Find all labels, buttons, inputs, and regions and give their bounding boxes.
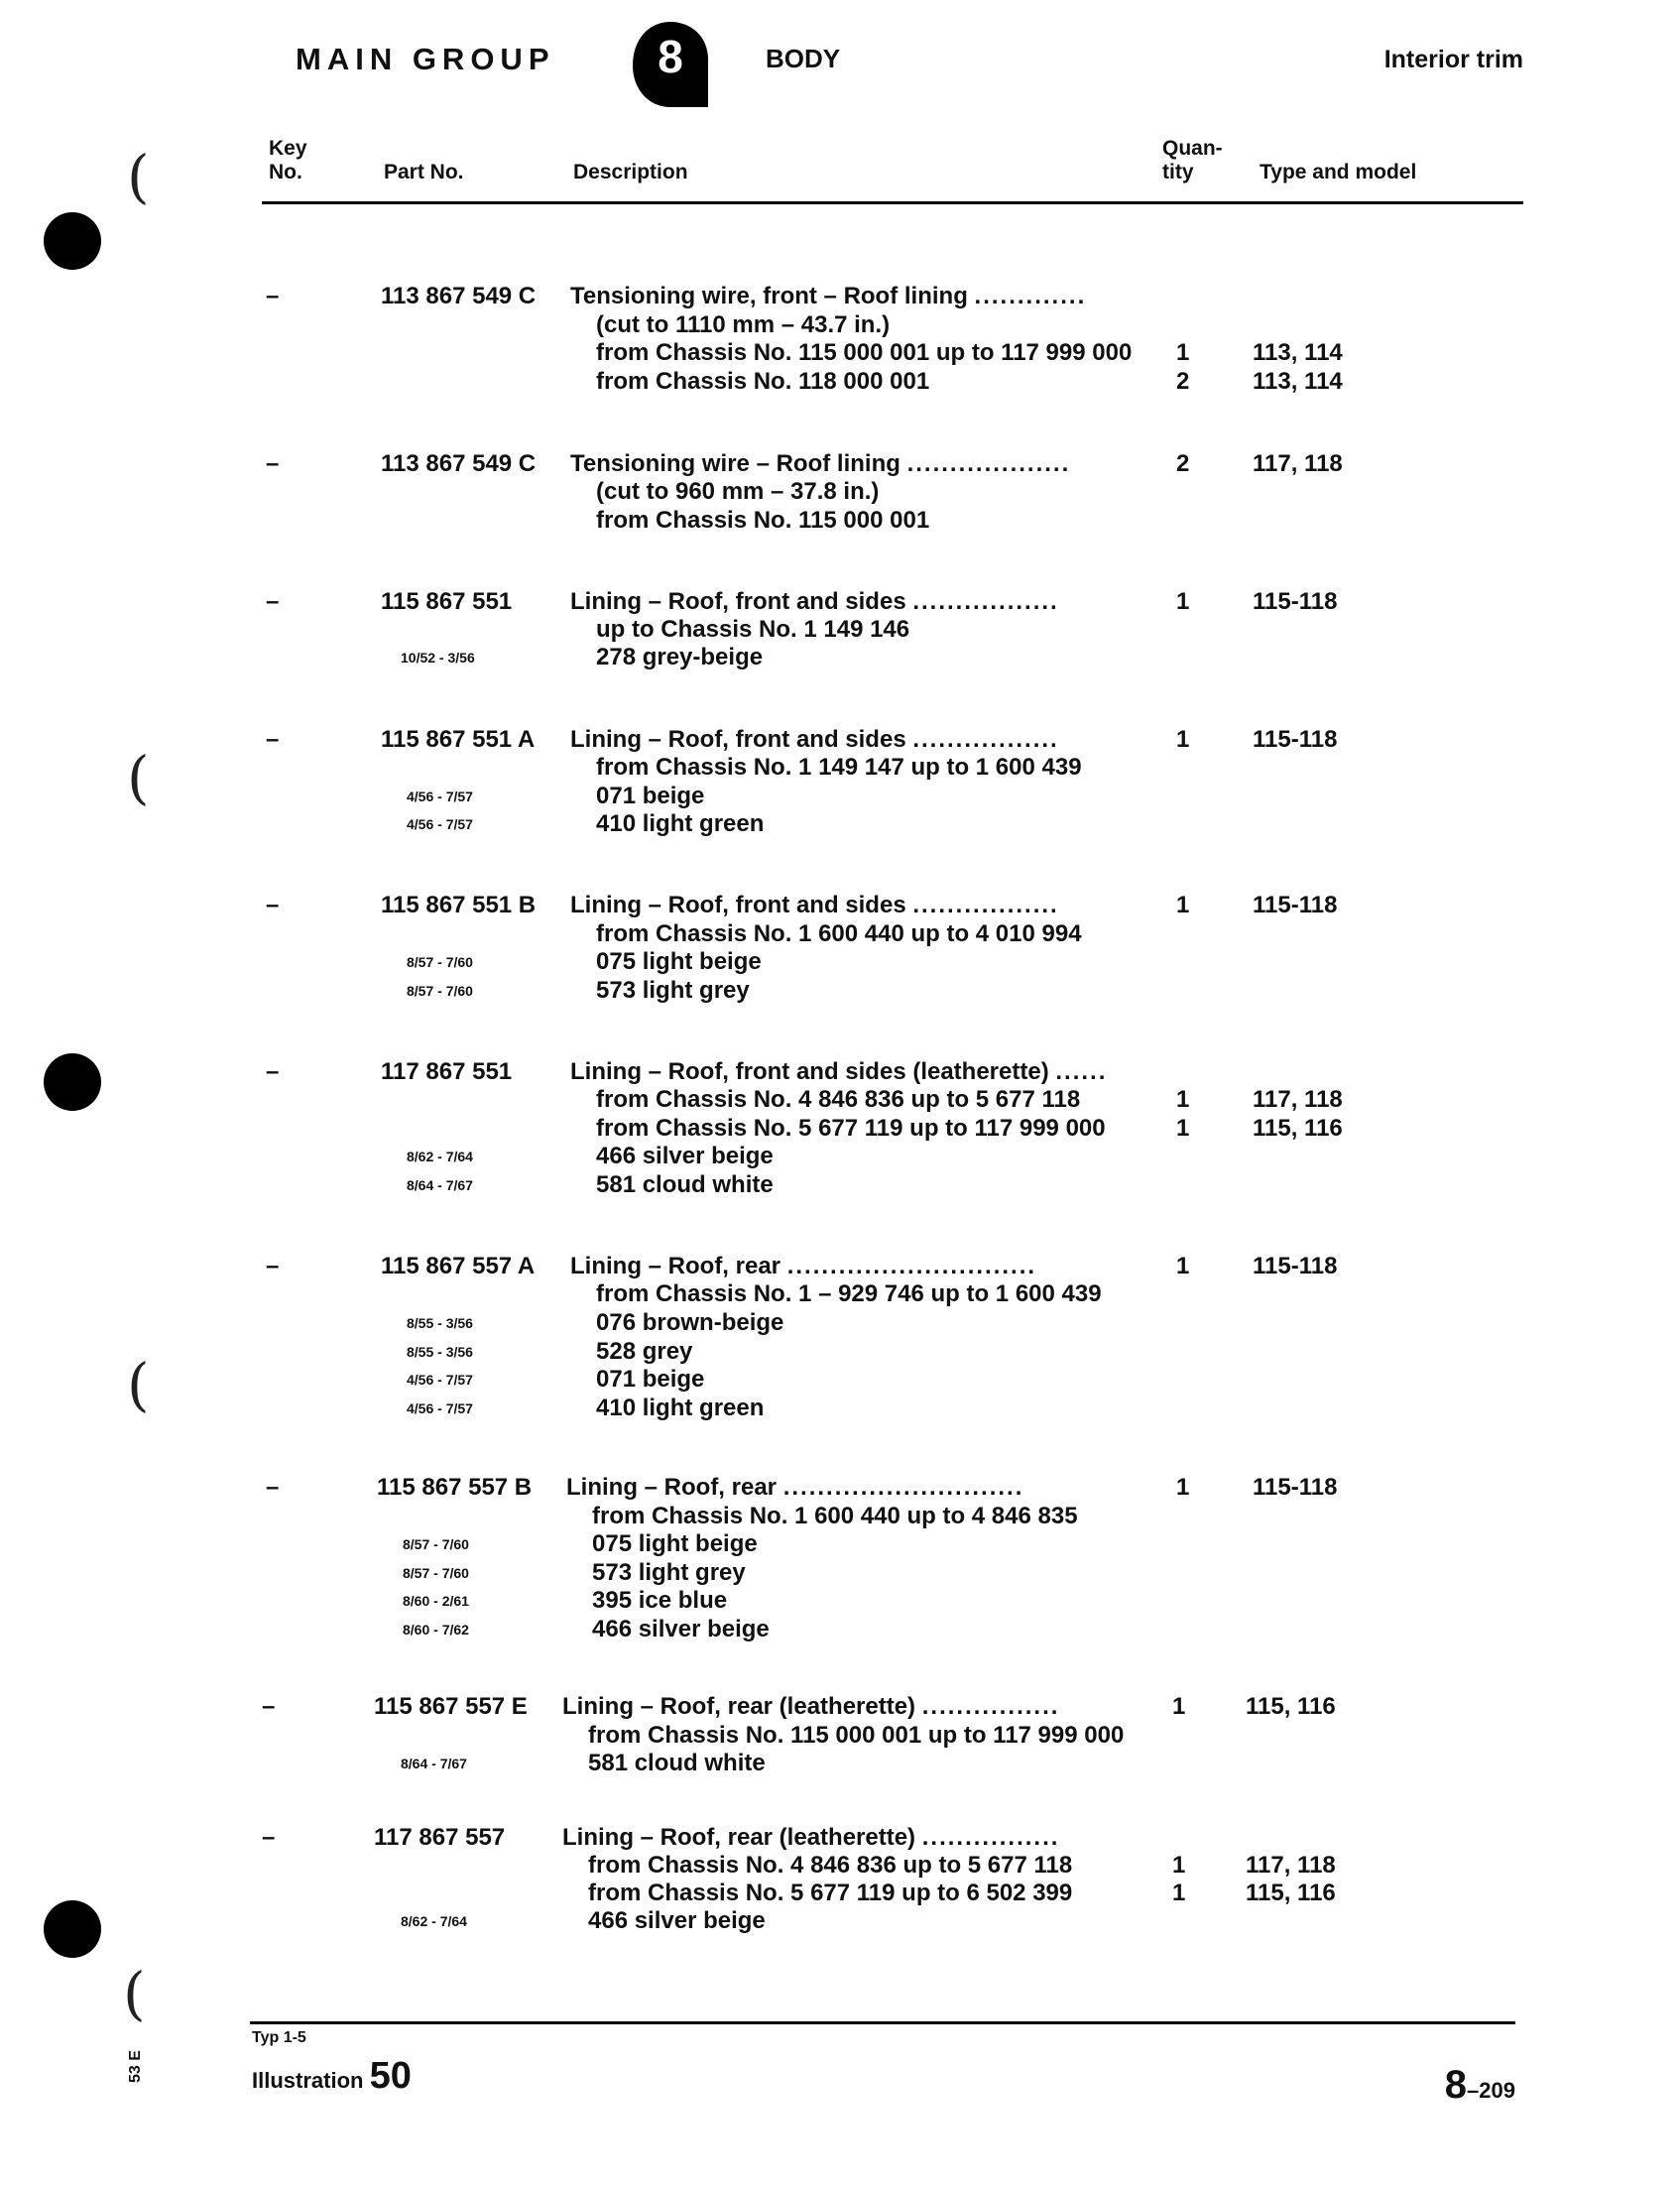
description-sub: (cut to 1110 mm – 43.7 in.) (596, 311, 891, 338)
quantity: 1 (1176, 892, 1190, 918)
quantity: 1 (1172, 1880, 1186, 1906)
date-range: 8/55 - 3/56 (407, 1344, 473, 1360)
date-range: 8/57 - 7/60 (407, 983, 473, 999)
type-model: 117, 118 (1246, 1852, 1336, 1879)
table-row (0, 1558, 1680, 1588)
page-sub: –209 (1467, 2078, 1515, 2103)
quantity: 1 (1176, 339, 1190, 366)
ring-mark: ( (127, 744, 150, 811)
group-number: 8 (658, 31, 683, 82)
table-row (0, 367, 1680, 397)
table-row (0, 477, 1680, 507)
type-model: 115-118 (1253, 892, 1338, 918)
col-qty-line2: tity (1162, 161, 1194, 183)
table-row (0, 891, 1680, 920)
body-label: BODY (766, 44, 841, 73)
description: Lining – Roof, rear (leatherette) ................ (562, 1824, 1060, 1851)
type-model: 117, 118 (1253, 1086, 1343, 1113)
table-row (0, 809, 1680, 839)
table-row (0, 1114, 1680, 1144)
table-row (0, 1586, 1680, 1616)
table-row (0, 753, 1680, 783)
ring-mark: ( (123, 1960, 146, 2027)
type-model: 117, 118 (1253, 450, 1343, 477)
col-type-model: Type and model (1260, 161, 1417, 183)
main-group-title: MAIN GROUP (296, 42, 555, 76)
part-number: 115 867 557 B (377, 1474, 533, 1501)
key-dash: – (266, 726, 280, 753)
key-dash: – (262, 1693, 276, 1720)
quantity: 1 (1176, 1115, 1190, 1142)
table-row (0, 1879, 1680, 1908)
date-range: 4/56 - 7/57 (407, 1372, 473, 1388)
part-number: 115 867 557 A (381, 1253, 536, 1279)
col-key-line1: Key (269, 137, 307, 160)
table-row (0, 725, 1680, 755)
quantity: 1 (1172, 1693, 1186, 1720)
illustration-ref (252, 2055, 412, 2098)
type-model: 115-118 (1253, 726, 1338, 753)
table-row (0, 310, 1680, 340)
description: Lining – Roof, front and sides ................. (570, 588, 1059, 615)
description-sub: from Chassis No. 118 000 001 (596, 368, 930, 395)
type-model: 115, 116 (1253, 1115, 1343, 1142)
description-sub: from Chassis No. 4 846 836 up to 5 677 118 (588, 1852, 1073, 1879)
date-range: 8/64 - 7/67 (401, 1756, 467, 1771)
table-row (0, 976, 1680, 1006)
table-row (0, 919, 1680, 949)
date-range: 8/64 - 7/67 (407, 1177, 473, 1193)
date-range: 8/60 - 2/61 (403, 1593, 469, 1609)
quantity: 1 (1172, 1852, 1186, 1879)
col-quantity (1162, 137, 1223, 184)
description-sub: from Chassis No. 1 – 929 746 up to 1 600 439 (596, 1280, 1102, 1307)
type-model: 115-118 (1253, 1474, 1338, 1501)
description-sub: from Chassis No. 4 846 836 up to 5 677 118 (596, 1086, 1081, 1113)
key-dash: – (266, 283, 280, 309)
description: Tensioning wire, front – Roof lining ............. (570, 283, 1087, 309)
type-model: 115-118 (1253, 588, 1338, 615)
description-sub: (cut to 960 mm – 37.8 in.) (596, 478, 880, 505)
part-number: 117 867 551 (381, 1058, 513, 1085)
type-model: 113, 114 (1253, 339, 1343, 366)
table-row (0, 282, 1680, 311)
color-code: 075 light beige (592, 1530, 758, 1557)
color-code: 075 light beige (596, 948, 762, 975)
color-code: 395 ice blue (592, 1587, 728, 1614)
table-row (0, 1906, 1680, 1936)
table-row (0, 338, 1680, 368)
color-code: 466 silver beige (588, 1907, 766, 1934)
description: Lining – Roof, rear (leatherette) ................ (562, 1693, 1060, 1720)
group-number-badge (631, 20, 710, 111)
table-row (0, 1394, 1680, 1423)
color-code: 071 beige (596, 1366, 705, 1393)
description: Lining – Roof, front and sides ................. (570, 726, 1059, 753)
description-sub: from Chassis No. 115 000 001 (596, 507, 930, 534)
date-range: 8/60 - 7/62 (403, 1622, 469, 1638)
color-code: 573 light grey (592, 1559, 746, 1586)
date-range: 10/52 - 3/56 (401, 650, 475, 666)
color-code: 581 cloud white (588, 1750, 766, 1776)
quantity: 1 (1176, 1086, 1190, 1113)
color-code: 573 light grey (596, 977, 750, 1004)
quantity: 1 (1176, 1253, 1190, 1279)
table-row (0, 1365, 1680, 1395)
part-number: 115 867 551 A (381, 726, 536, 753)
date-range: 4/56 - 7/57 (407, 1400, 473, 1416)
description-sub: from Chassis No. 1 600 440 up to 4 846 835 (592, 1503, 1078, 1529)
table-row (0, 449, 1680, 479)
date-range: 4/56 - 7/57 (407, 816, 473, 832)
table-row (0, 1057, 1680, 1087)
table-row (0, 1749, 1680, 1778)
description: Lining – Roof, rear ............................ (566, 1474, 1024, 1501)
ring-mark: ( (127, 143, 150, 210)
type-note: Typ 1-5 (252, 2029, 306, 2046)
description: Tensioning wire – Roof lining ................... (570, 450, 1071, 477)
table-row (0, 615, 1680, 645)
table-row (0, 506, 1680, 536)
key-dash: – (266, 450, 280, 477)
date-range: 8/57 - 7/60 (403, 1536, 469, 1552)
color-code: 076 brown-beige (596, 1309, 784, 1336)
table-row (0, 1615, 1680, 1644)
description-sub: from Chassis No. 5 677 119 up to 6 502 399 (588, 1880, 1073, 1906)
col-description: Description (573, 161, 688, 183)
description: Lining – Roof, rear ............................. (570, 1253, 1037, 1279)
color-code: 410 light green (596, 810, 765, 837)
table-row (0, 1170, 1680, 1200)
part-number: 113 867 549 C (381, 450, 537, 477)
quantity: 2 (1176, 368, 1190, 395)
quantity: 1 (1176, 1474, 1190, 1501)
col-qty-line1: Quan- (1162, 137, 1223, 160)
type-model: 115, 116 (1246, 1693, 1336, 1720)
table-row (0, 1692, 1680, 1722)
quantity: 1 (1176, 726, 1190, 753)
date-range: 8/62 - 7/64 (401, 1913, 467, 1929)
color-code: 278 grey-beige (596, 644, 764, 670)
key-dash: – (262, 1824, 276, 1851)
description-sub: from Chassis No. 115 000 001 up to 117 999 000 (596, 339, 1133, 366)
type-model: 115, 116 (1246, 1880, 1336, 1906)
table-row (0, 1851, 1680, 1881)
table-row (0, 1473, 1680, 1503)
part-number: 117 867 557 (374, 1824, 506, 1851)
section-title: Interior trim (1383, 46, 1523, 73)
table-row (0, 587, 1680, 617)
description-sub: up to Chassis No. 1 149 146 (596, 616, 910, 643)
col-key-no (269, 137, 307, 184)
table-row (0, 1721, 1680, 1751)
table-row (0, 1529, 1680, 1559)
key-dash: – (266, 1058, 280, 1085)
key-dash: – (266, 892, 280, 918)
col-key-line2: No. (269, 161, 302, 183)
description: Lining – Roof, front and sides ................. (570, 892, 1059, 918)
key-dash: – (266, 1253, 280, 1279)
quantity: 1 (1176, 588, 1190, 615)
color-code: 410 light green (596, 1395, 765, 1421)
table-row (0, 1279, 1680, 1309)
description-sub: from Chassis No. 115 000 001 up to 117 999 000 (588, 1722, 1125, 1749)
color-code: 466 silver beige (592, 1616, 770, 1642)
table-row (0, 1502, 1680, 1531)
col-part-no: Part No. (384, 161, 464, 183)
type-model: 115-118 (1253, 1253, 1338, 1279)
date-range: 4/56 - 7/57 (407, 789, 473, 804)
date-range: 8/57 - 7/60 (403, 1565, 469, 1581)
description-sub: from Chassis No. 1 149 147 up to 1 600 439 (596, 754, 1082, 781)
part-number: 115 867 557 E (374, 1693, 528, 1720)
key-dash: – (266, 588, 280, 615)
illustration-label: Illustration (252, 2068, 364, 2093)
part-number: 113 867 549 C (381, 283, 537, 309)
illustration-number: 50 (369, 2055, 412, 2097)
description: Lining – Roof, front and sides (leatherette) ...... (570, 1058, 1108, 1085)
binder-hole (44, 212, 101, 270)
page-number (1428, 2063, 1515, 2108)
table-row (0, 1823, 1680, 1853)
date-range: 8/57 - 7/60 (407, 954, 473, 970)
quantity: 2 (1176, 450, 1190, 477)
side-code: 53 E (127, 2050, 144, 2083)
color-code: 071 beige (596, 783, 705, 809)
description-sub: from Chassis No. 1 600 440 up to 4 010 994 (596, 920, 1082, 947)
ring-mark: ( (127, 1351, 150, 1418)
description-sub: from Chassis No. 5 677 119 up to 117 999 000 (596, 1115, 1106, 1142)
table-row (0, 782, 1680, 811)
table-row (0, 1252, 1680, 1281)
date-range: 8/62 - 7/64 (407, 1149, 473, 1164)
type-model: 113, 114 (1253, 368, 1343, 395)
date-range: 8/55 - 3/56 (407, 1315, 473, 1331)
table-row (0, 1337, 1680, 1367)
part-number: 115 867 551 B (381, 892, 537, 918)
part-number: 115 867 551 (381, 588, 513, 615)
footer-rule (250, 2021, 1515, 2024)
table-row (0, 1085, 1680, 1115)
page-main: 8 (1444, 2063, 1468, 2107)
table-row (0, 1308, 1680, 1338)
table-row (0, 643, 1680, 672)
table-row (0, 947, 1680, 977)
color-code: 466 silver beige (596, 1143, 774, 1169)
color-code: 581 cloud white (596, 1171, 774, 1198)
key-dash: – (266, 1474, 280, 1501)
table-row (0, 1142, 1680, 1171)
header-rule (262, 201, 1523, 204)
color-code: 528 grey (596, 1338, 693, 1365)
